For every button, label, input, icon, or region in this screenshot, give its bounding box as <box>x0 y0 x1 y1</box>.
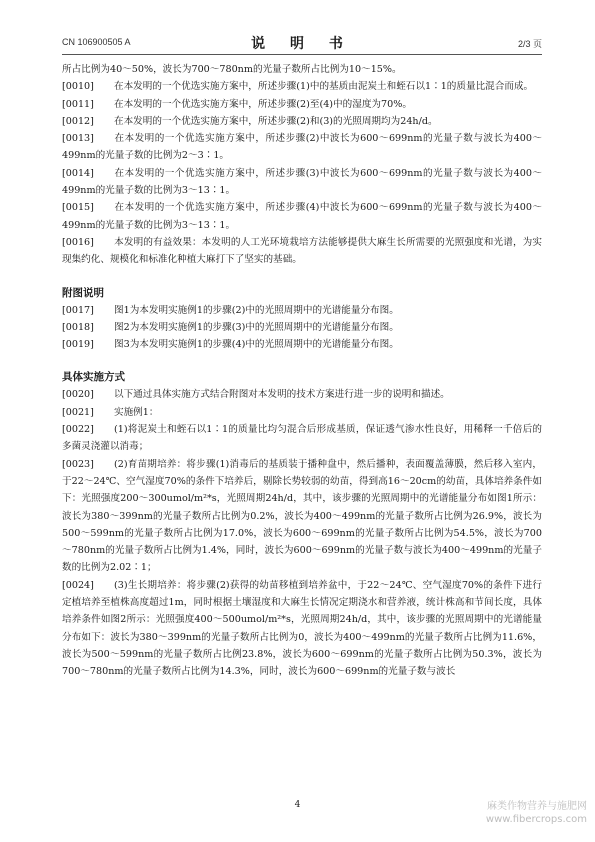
section-heading-figures: 附图说明 <box>62 286 104 299</box>
paragraph <box>62 199 542 234</box>
paragraph-text: 实施例1： <box>114 406 159 418</box>
paragraph-number: [0014] <box>62 167 94 179</box>
paragraph-number: [0022] <box>62 424 94 436</box>
paragraph <box>62 78 542 95</box>
paragraph-number: [0012] <box>62 115 94 127</box>
paragraphs-embodiments <box>62 386 542 680</box>
paragraph-text: 在本发明的一个优选实施方案中，所述步骤(2)中波长为600～699nm的光量子数与波长为400～499nm的光量子数的比例为2～3∶1。 <box>62 133 542 162</box>
watermark <box>486 800 587 826</box>
paragraph <box>62 456 542 577</box>
paragraph-number: [0017] <box>62 304 94 316</box>
paragraph-number: [0020] <box>62 389 94 401</box>
watermark-line-1: 麻类作物营养与施肥网 <box>487 801 587 812</box>
paragraph-text: (2)育苗期培养：将步骤(1)消毒后的基质装于播种盘中，然后播种，表面覆盖薄膜，然后移入室内，于22～24℃、空气湿度70%的条件下培养后，剔除长势较弱的幼苗，得到高16～20cm的幼苗，具体培养条件如下：光照强度200～300umol/m²*s，光照周期24h/d，其中，该步骤的光照周期中的光谱能量分布如图1所示：波长为380～399nm的光量子数所占比例为0.2%，波长为400～499nm的光量子数所占比例为26.9%，波长为500～599nm的光量子数所占比例为17.0%，波长为600～699nm的光量子数所占比例为54.5%，波长为700～780nm的光量子数所占比例为1.4%，同时，波长为600～699nm的光量子数与波长为400～499nm的光量子数的比例为2.02∶1； <box>62 458 542 574</box>
document-body <box>62 61 542 681</box>
paragraph <box>62 165 542 200</box>
paragraph-text: 所占比例为40～50%，波长为700～780nm的光量子数所占比例为10～15%。 <box>62 64 402 75</box>
paragraph <box>62 113 542 130</box>
paragraph <box>62 577 542 681</box>
paragraph <box>62 96 542 113</box>
paragraph-number: [0016] <box>62 236 94 248</box>
paragraph-number: [0021] <box>62 406 94 418</box>
paragraph-number: [0023] <box>62 458 94 470</box>
paragraph <box>62 130 542 165</box>
paragraphs-figures <box>62 302 542 354</box>
paragraph-number: [0019] <box>62 339 94 351</box>
paragraphs-top <box>62 61 542 269</box>
paragraph-text: (3)生长期培养：将步骤(2)获得的幼苗移植到培养盆中，于22～24℃、空气湿度70%的条件下进行定植培养至植株高度超过1m，同时根据土壤湿度和大麻生长情况定期浇水和营养液，统计株高和节间长度，具体培养条件如图2所示：光照强度400～500umol/m²*s，光照周期24h/d，其中，该步骤的光照周期中的光谱能量分布如下：波长为380～399nm的光量子数所占比例为0，波长为400～499nm的光量子数所占比例为11.6%，波长为500～599nm的光量子数所占比例23.8%，波长为600～699nm的光量子数所占比例为50.3%，波长为700～780nm的光量子数所占比例为14.3%，同时，波长为600～699nm的光量子数与波长 <box>62 579 542 678</box>
paragraph <box>62 234 542 269</box>
paragraph-text: 在本发明的一个优选实施方案中，所述步骤(2)和(3)的光照周期均为24h/d。 <box>114 115 438 127</box>
document-title: 说 明 书 <box>251 36 353 52</box>
paragraph-number: [0011] <box>62 98 94 110</box>
paragraph <box>62 302 542 319</box>
paragraph <box>62 336 542 353</box>
paragraph <box>62 61 542 78</box>
paragraph-number: [0015] <box>62 202 94 214</box>
section-heading-embodiments: 具体实施方式 <box>62 371 125 384</box>
paragraph-text: (1)将泥炭土和蛭石以1∶1的质量比均匀混合后形成基质，保证透气渗水性良好，用稀释一千倍后的多菌灵浇灌以消毒； <box>62 424 542 453</box>
page-number: 4 <box>294 800 301 810</box>
paragraph <box>62 404 542 421</box>
paragraph-text: 图3为本发明实施例1的步骤(4)中的光照周期中的光谱能量分布图。 <box>114 339 399 351</box>
page-header <box>62 33 542 51</box>
paragraph-text: 以下通过具体实施方式结合附图对本发明的技术方案进行进一步的说明和描述。 <box>114 389 450 401</box>
paragraph <box>62 421 542 456</box>
paragraph-number: [0024] <box>62 579 94 591</box>
publication-number: CN 106900505 A <box>62 37 131 47</box>
watermark-line-2: www.fibercrops.com <box>485 814 587 825</box>
paragraph-number: [0018] <box>62 321 94 333</box>
paragraph-text: 本发明的有益效果：本发明的人工光环境栽培方法能够提供大麻生长所需要的光照强度和光谱，为实现集约化、规模化和标准化种植大麻打下了坚实的基础。 <box>62 236 542 266</box>
paragraph-text: 在本发明的一个优选实施方案中，所述步骤(2)至(4)中的湿度为70%。 <box>114 98 412 110</box>
paragraph-text: 在本发明的一个优选实施方案中，所述步骤(3)中波长为600～699nm的光量子数与波长为400～499nm的光量子数的比例为3～13∶1。 <box>62 167 542 197</box>
paragraph-number: [0013] <box>62 133 94 145</box>
header-divider <box>62 54 542 55</box>
paragraph-text: 在本发明的一个优选实施方案中，所述步骤(4)中波长为600～699nm的光量子数与波长为400～499nm的光量子数的比例为3～13∶1。 <box>62 202 542 231</box>
paragraph-text: 在本发明的一个优选实施方案中，所述步骤(1)中的基质由泥炭土和蛭石以1∶1的质量比混合而成。 <box>114 81 534 93</box>
paragraph-text: 图2为本发明实施例1的步骤(3)中的光照周期中的光谱能量分布图。 <box>114 321 399 333</box>
paragraph <box>62 386 542 403</box>
paragraph-number: [0010] <box>62 81 94 93</box>
page-indicator: 2/3 页 <box>517 39 542 49</box>
paragraph-text: 图1为本发明实施例1的步骤(2)中的光照周期中的光谱能量分布图。 <box>114 304 399 316</box>
paragraph <box>62 319 542 336</box>
